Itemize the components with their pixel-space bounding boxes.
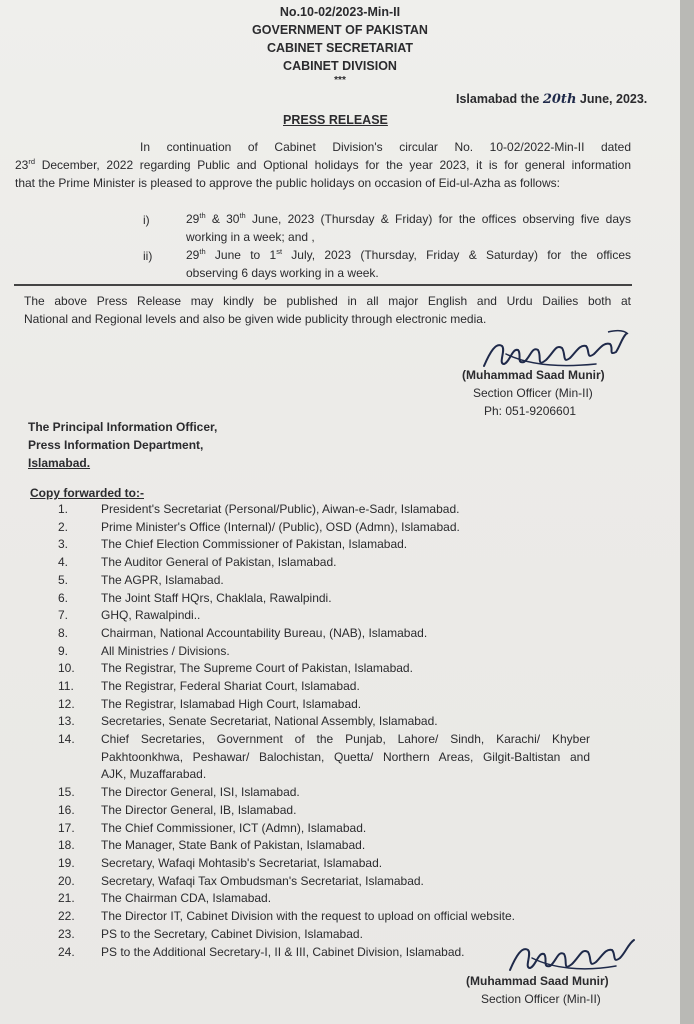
recipient-number: 23. bbox=[58, 926, 75, 941]
recipient-number: 7. bbox=[58, 608, 69, 623]
recipient-text: The Chief Election Commissioner of Pakistan, Islamabad. bbox=[101, 537, 408, 552]
recipient-text: Pakhtoonkhwa, Peshawar/ Balochistan, Quetta/ Northern Areas, Gilgit-Baltistan and bbox=[101, 749, 590, 764]
recipient-text: All Ministries / Divisions. bbox=[101, 643, 230, 658]
recipient-text: The Registrar, Islamabad High Court, Islamabad. bbox=[101, 696, 362, 711]
recipient-number: 10. bbox=[58, 661, 75, 676]
header-stars: *** bbox=[334, 75, 346, 86]
holiday-line-2a: 29th June to 1st July, 2023 (Thursday, Friday & Saturday) for the offices bbox=[186, 247, 632, 262]
publicity-line-2: National and Regional levels and also be given wide publicity through electronic media. bbox=[24, 312, 487, 326]
recipient-number: 9. bbox=[58, 643, 69, 658]
recipient-number: 8. bbox=[58, 625, 69, 640]
holiday-line-1b: working in a week; and , bbox=[186, 230, 315, 244]
recipient-text: The Chairman CDA, Islamabad. bbox=[101, 891, 272, 906]
separator-line bbox=[14, 284, 632, 286]
addressee-line-2: Press Information Department, bbox=[28, 438, 204, 452]
recipient-number: 1. bbox=[58, 502, 69, 516]
addressee-line-1: The Principal Information Officer, bbox=[28, 420, 218, 434]
recipient-text: The Director General, ISI, Islamabad. bbox=[101, 785, 300, 800]
recipient-number: 12. bbox=[58, 696, 75, 711]
recipient-text: Chairman, National Accountability Bureau, (NAB), Islamabad. bbox=[101, 625, 428, 640]
intro-line-1: In continuation of Cabinet Division's circular No. 10-02/2022-Min-II dated bbox=[140, 140, 631, 154]
recipient-number: 18. bbox=[58, 838, 75, 853]
division-heading: CABINET DIVISION bbox=[283, 59, 397, 73]
page-edge bbox=[680, 0, 694, 1024]
recipient-number: 11. bbox=[58, 679, 74, 693]
recipient-text: PS to the Secretary, Cabinet Division, Islamabad. bbox=[101, 926, 363, 941]
recipient-text: The Registrar, The Supreme Court of Pakistan, Islamabad. bbox=[101, 661, 413, 676]
handwritten-day: 20th bbox=[542, 92, 577, 107]
recipient-text: President's Secretariat (Personal/Public), Aiwan-e-Sadr, Islamabad. bbox=[101, 502, 460, 516]
footer-signatory-name: (Muhammad Saad Munir) bbox=[466, 974, 609, 988]
recipient-text: The Director General, IB, Islamabad. bbox=[101, 802, 297, 817]
recipient-text: Secretaries, Senate Secretariat, National Assembly, Islamabad. bbox=[101, 714, 438, 729]
recipient-number: 13. bbox=[58, 714, 75, 729]
recipient-text: Secretary, Wafaqi Tax Ombudsman's Secretariat, Islamabad. bbox=[101, 873, 424, 888]
recipient-text: The Registrar, Federal Shariat Court, Islamabad. bbox=[101, 679, 360, 693]
recipient-number: 3. bbox=[58, 537, 69, 552]
recipient-number: 4. bbox=[58, 555, 69, 570]
recipient-text: AJK, Muzaffarabad. bbox=[101, 767, 207, 782]
reference-number: No.10-02/2023-Min-II bbox=[279, 5, 401, 19]
recipient-text: The Director IT, Cabinet Division with the request to upload on official website. bbox=[101, 909, 515, 924]
holiday-marker-2: ii) bbox=[143, 249, 153, 263]
signatory-name: (Muhammad Saad Munir) bbox=[462, 368, 605, 382]
recipient-number: 17. bbox=[58, 820, 75, 835]
publicity-line-1: The above Press Release may kindly be published in all major English and Urdu Dailies both at bbox=[24, 294, 631, 308]
recipient-text: The Joint Staff HQrs, Chaklala, Rawalpindi. bbox=[101, 590, 332, 605]
recipient-text: Prime Minister's Office (Internal)/ (Public), OSD (Admn), Islamabad. bbox=[101, 519, 460, 534]
press-release-title: PRESS RELEASE bbox=[283, 113, 388, 127]
signatory-phone: Ph: 051-9206601 bbox=[484, 404, 577, 418]
recipient-number: 6. bbox=[58, 590, 69, 605]
date-line: Islamabad the 20th June, 2023. bbox=[456, 92, 648, 107]
recipient-text: The AGPR, Islamabad. bbox=[101, 572, 224, 587]
recipient-number: 5. bbox=[58, 572, 69, 587]
recipient-number: 2. bbox=[58, 519, 69, 534]
recipient-text: The Manager, State Bank of Pakistan, Islamabad. bbox=[101, 838, 366, 853]
recipient-text: The Chief Commissioner, ICT (Admn), Islamabad. bbox=[101, 820, 367, 835]
recipient-text: PS to the Additional Secretary-I, II & III, Cabinet Division, Islamabad. bbox=[101, 944, 465, 959]
intro-line-2: 23rd December, 2022 regarding Public and Optional holidays for the year 2023, it is for general information bbox=[15, 157, 631, 172]
government-heading: GOVERNMENT OF PAKISTAN bbox=[252, 23, 428, 37]
recipient-number: 22. bbox=[58, 909, 75, 924]
recipient-number: 14. bbox=[58, 732, 75, 747]
recipient-text: Chief Secretaries, Government of the Punjab, Lahore/ Sindh, Karachi/ Khyber bbox=[101, 732, 590, 747]
holiday-line-2b: observing 6 days working in a week. bbox=[186, 266, 379, 280]
recipient-number: 16. bbox=[58, 802, 75, 817]
addressee-line-3: Islamabad. bbox=[28, 456, 91, 470]
recipient-text: Secretary, Wafaqi Mohtasib's Secretariat, Islamabad. bbox=[101, 856, 383, 870]
recipient-text: GHQ, Rawalpindi.. bbox=[101, 608, 201, 623]
recipient-number: 19. bbox=[58, 856, 75, 870]
footer-signatory-designation: Section Officer (Min-II) bbox=[481, 992, 601, 1006]
holiday-marker-1: i) bbox=[143, 213, 150, 227]
copy-forwarded-heading: Copy forwarded to:- bbox=[30, 486, 144, 500]
holiday-line-1a: 29th & 30th June, 2023 (Thursday & Friday) for the offices observing five days bbox=[186, 211, 631, 226]
recipient-number: 15. bbox=[58, 785, 75, 800]
recipient-number: 21. bbox=[58, 891, 75, 906]
recipient-text: The Auditor General of Pakistan, Islamabad. bbox=[101, 555, 337, 570]
recipient-list bbox=[0, 501, 680, 959]
intro-line-3: that the Prime Minister is pleased to approve the public holidays on occasion of Eid-ul-Azha as follows: bbox=[15, 176, 560, 190]
secretariat-heading: CABINET SECRETARIAT bbox=[266, 41, 414, 55]
recipient-number: 20. bbox=[58, 873, 75, 888]
recipient-number: 24. bbox=[58, 944, 75, 959]
signatory-designation: Section Officer (Min-II) bbox=[473, 386, 593, 400]
